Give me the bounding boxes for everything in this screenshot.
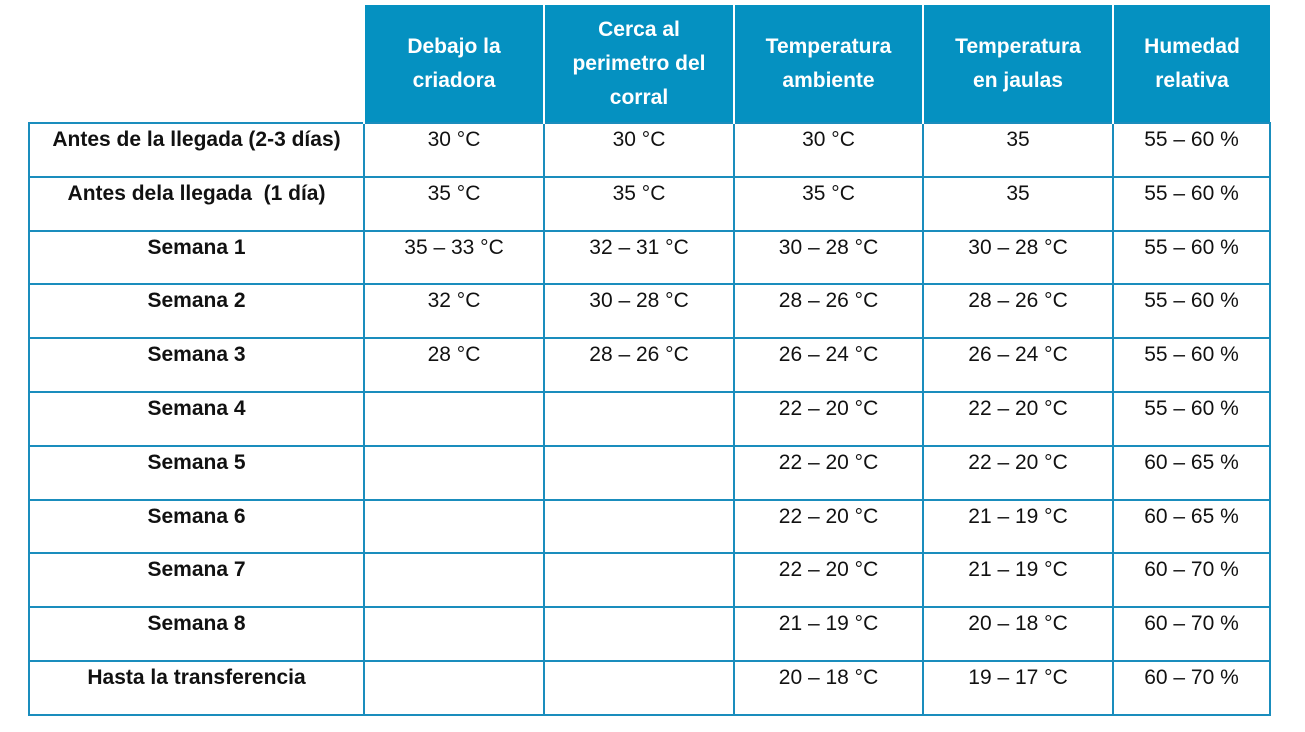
table-cell: 30 – 28 °C xyxy=(544,284,734,338)
row-label: Semana 3 xyxy=(29,338,364,392)
column-header-label: Debajo la criadora xyxy=(407,34,501,92)
table-cell: 35 xyxy=(923,177,1113,231)
column-header-label: Temperatura ambiente xyxy=(765,34,892,92)
column-header-label: Humedad relativa xyxy=(1144,34,1240,92)
table-cell xyxy=(544,553,734,607)
table-cell: 60 – 65 % xyxy=(1113,500,1270,554)
row-label: Antes dela llegada (1 día) xyxy=(29,177,364,231)
table-cell: 26 – 24 °C xyxy=(923,338,1113,392)
row-label: Hasta la transferencia xyxy=(29,661,364,715)
table-cell: 55 – 60 % xyxy=(1113,177,1270,231)
column-header xyxy=(364,5,544,123)
table-cell: 22 – 20 °C xyxy=(734,392,923,446)
table-cell: 21 – 19 °C xyxy=(923,553,1113,607)
table-cell: 20 – 18 °C xyxy=(923,607,1113,661)
table-cell: 22 – 20 °C xyxy=(923,392,1113,446)
row-label: Antes de la llegada (2-3 días) xyxy=(29,123,364,177)
row-label: Semana 2 xyxy=(29,284,364,338)
row-label: Semana 6 xyxy=(29,500,364,554)
table-cell: 55 – 60 % xyxy=(1113,392,1270,446)
table-cell: 28 – 26 °C xyxy=(734,284,923,338)
table-cell: 28 – 26 °C xyxy=(923,284,1113,338)
table-cell: 60 – 70 % xyxy=(1113,607,1270,661)
table-cell: 22 – 20 °C xyxy=(923,446,1113,500)
table-cell: 32 – 31 °C xyxy=(544,231,734,285)
table-cell xyxy=(544,392,734,446)
table-row xyxy=(29,284,1270,338)
table-row xyxy=(29,123,1270,177)
table-row xyxy=(29,177,1270,231)
table-cell: 22 – 20 °C xyxy=(734,553,923,607)
table-cell: 32 °C xyxy=(364,284,544,338)
table-cell: 26 – 24 °C xyxy=(734,338,923,392)
table-row xyxy=(29,661,1270,715)
table-cell: 35 °C xyxy=(544,177,734,231)
table-cell xyxy=(364,446,544,500)
table-cell: 21 – 19 °C xyxy=(734,607,923,661)
table-cell: 35 °C xyxy=(734,177,923,231)
table-cell: 20 – 18 °C xyxy=(734,661,923,715)
table-cell: 28 – 26 °C xyxy=(544,338,734,392)
row-label: Semana 1 xyxy=(29,231,364,285)
corner-cell xyxy=(29,5,364,123)
column-header xyxy=(923,5,1113,123)
table-cell: 35 – 33 °C xyxy=(364,231,544,285)
environment-conditions-table xyxy=(28,5,1271,716)
table-cell: 35 xyxy=(923,123,1113,177)
column-header xyxy=(734,5,923,123)
table-cell xyxy=(544,446,734,500)
table-row xyxy=(29,446,1270,500)
table-cell: 21 – 19 °C xyxy=(923,500,1113,554)
column-header-label: Cerca al perimetro del corral xyxy=(572,17,706,109)
table-row xyxy=(29,500,1270,554)
row-label: Semana 7 xyxy=(29,553,364,607)
table-cell xyxy=(544,500,734,554)
row-label: Semana 4 xyxy=(29,392,364,446)
column-header xyxy=(1113,5,1270,123)
table-cell: 28 °C xyxy=(364,338,544,392)
table-row xyxy=(29,231,1270,285)
table-cell xyxy=(364,392,544,446)
table-cell xyxy=(364,553,544,607)
header-row xyxy=(29,5,1270,123)
table-cell: 22 – 20 °C xyxy=(734,500,923,554)
table-cell: 55 – 60 % xyxy=(1113,338,1270,392)
row-label: Semana 5 xyxy=(29,446,364,500)
table-cell: 60 – 70 % xyxy=(1113,661,1270,715)
table-cell: 55 – 60 % xyxy=(1113,284,1270,338)
table-cell: 30 – 28 °C xyxy=(923,231,1113,285)
table-cell: 30 – 28 °C xyxy=(734,231,923,285)
table-cell xyxy=(544,607,734,661)
table-row xyxy=(29,392,1270,446)
table-cell: 30 °C xyxy=(364,123,544,177)
table-cell xyxy=(364,500,544,554)
row-label: Semana 8 xyxy=(29,607,364,661)
table-cell: 30 °C xyxy=(734,123,923,177)
table-row xyxy=(29,338,1270,392)
table-row xyxy=(29,607,1270,661)
table-cell xyxy=(544,661,734,715)
table-cell: 60 – 70 % xyxy=(1113,553,1270,607)
table-cell: 30 °C xyxy=(544,123,734,177)
table-cell xyxy=(364,607,544,661)
column-header-label: Temperatura en jaulas xyxy=(955,34,1081,92)
table-cell: 22 – 20 °C xyxy=(734,446,923,500)
column-header xyxy=(544,5,734,123)
table-row xyxy=(29,553,1270,607)
table-cell: 35 °C xyxy=(364,177,544,231)
table-cell: 19 – 17 °C xyxy=(923,661,1113,715)
table-cell: 55 – 60 % xyxy=(1113,231,1270,285)
table-cell: 60 – 65 % xyxy=(1113,446,1270,500)
table-cell: 55 – 60 % xyxy=(1113,123,1270,177)
table-cell xyxy=(364,661,544,715)
